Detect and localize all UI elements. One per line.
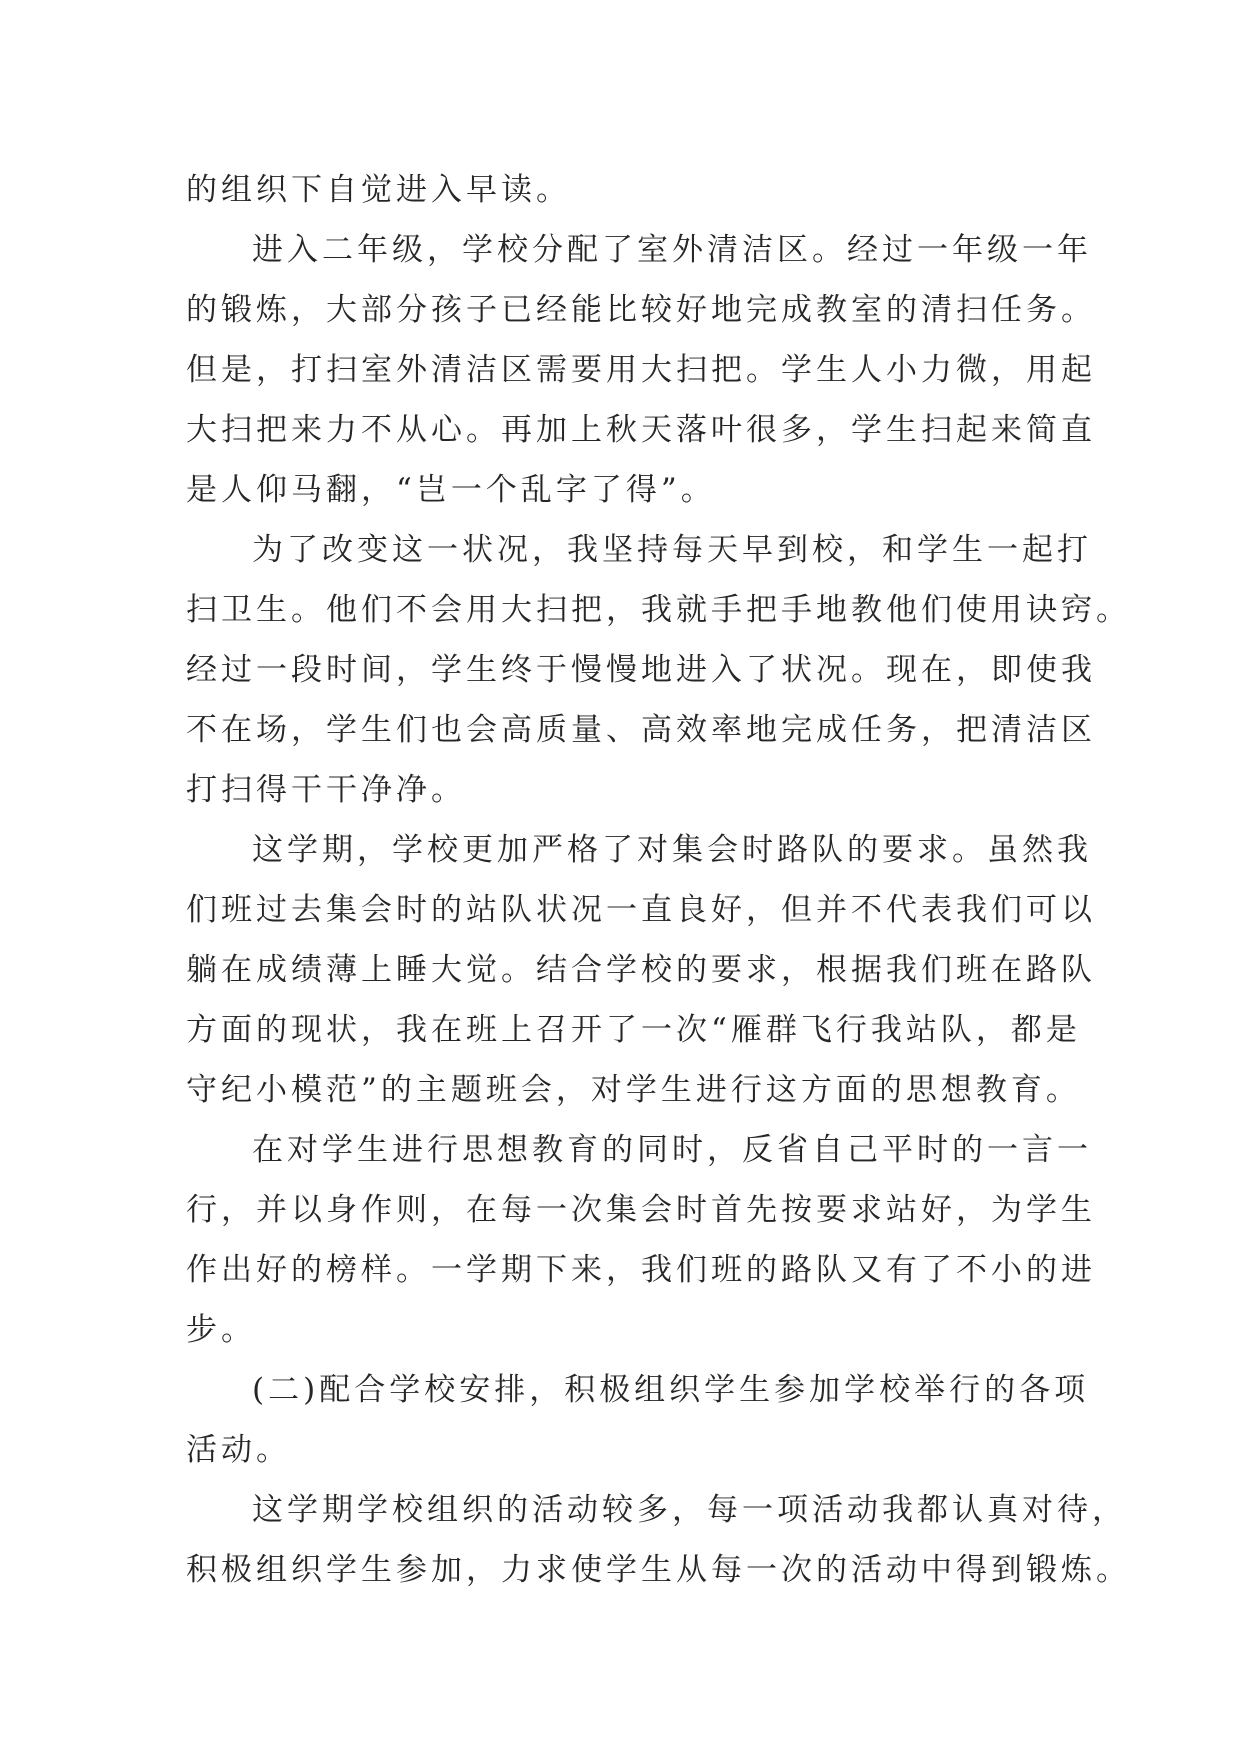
text-line: 经过一段时间，学生终于慢慢地进入了状况。现在，即使我 — [186, 652, 1096, 688]
text-line: 守纪小模范”的主题班会，对学生进行这方面的思想教育。 — [186, 1072, 1081, 1108]
section-heading: (二)配合学校安排，积极组织学生参加学校举行的各项 — [252, 1372, 1090, 1408]
text-line: 的锻炼，大部分孩子已经能比较好地完成教室的清扫任务。 — [186, 292, 1096, 328]
text-line: 是人仰马翻，“岂一个乱字了得”。 — [186, 472, 716, 508]
text-line: 们班过去集会时的站队状况一直良好，但并不代表我们可以 — [186, 892, 1096, 928]
text-line: 不在场，学生们也会高质量、高效率地完成任务，把清洁区 — [186, 712, 1096, 748]
text-line: 这学期，学校更加严格了对集会时路队的要求。虽然我 — [252, 832, 1092, 868]
text-line: 大扫把来力不从心。再加上秋天落叶很多，学生扫起来简直 — [186, 412, 1096, 448]
text-line: 方面的现状，我在班上召开了一次“雁群飞行我站队，都是 — [186, 1012, 1081, 1048]
text-line: 为了改变这一状况，我坚持每天早到校，和学生一起打 — [252, 532, 1092, 568]
body-text — [186, 160, 1131, 1600]
text-line: 这学期学校组织的活动较多，每一项活动我都认真对待， — [252, 1492, 1127, 1528]
text-line: 积极组织学生参加，力求使学生从每一次的活动中得到锻炼。 — [186, 1552, 1131, 1588]
text-line: 在对学生进行思想教育的同时，反省自己平时的一言一 — [252, 1132, 1092, 1168]
text-line: 活动。 — [186, 1432, 291, 1468]
text-line: 步。 — [186, 1312, 256, 1348]
text-line: 进入二年级，学校分配了室外清洁区。经过一年级一年 — [252, 232, 1092, 268]
text-line: 作出好的榜样。一学期下来，我们班的路队又有了不小的进 — [186, 1252, 1096, 1288]
text-line: 行，并以身作则，在每一次集会时首先按要求站好，为学生 — [186, 1192, 1096, 1228]
text-line: 的组织下自觉进入早读。 — [186, 172, 571, 208]
text-line: 但是，打扫室外清洁区需要用大扫把。学生人小力微，用起 — [186, 352, 1096, 388]
text-line: 扫卫生。他们不会用大扫把，我就手把手地教他们使用诀窍。 — [186, 592, 1131, 628]
text-line: 躺在成绩薄上睡大觉。结合学校的要求，根据我们班在路队 — [186, 952, 1096, 988]
text-line: 打扫得干干净净。 — [186, 772, 466, 808]
